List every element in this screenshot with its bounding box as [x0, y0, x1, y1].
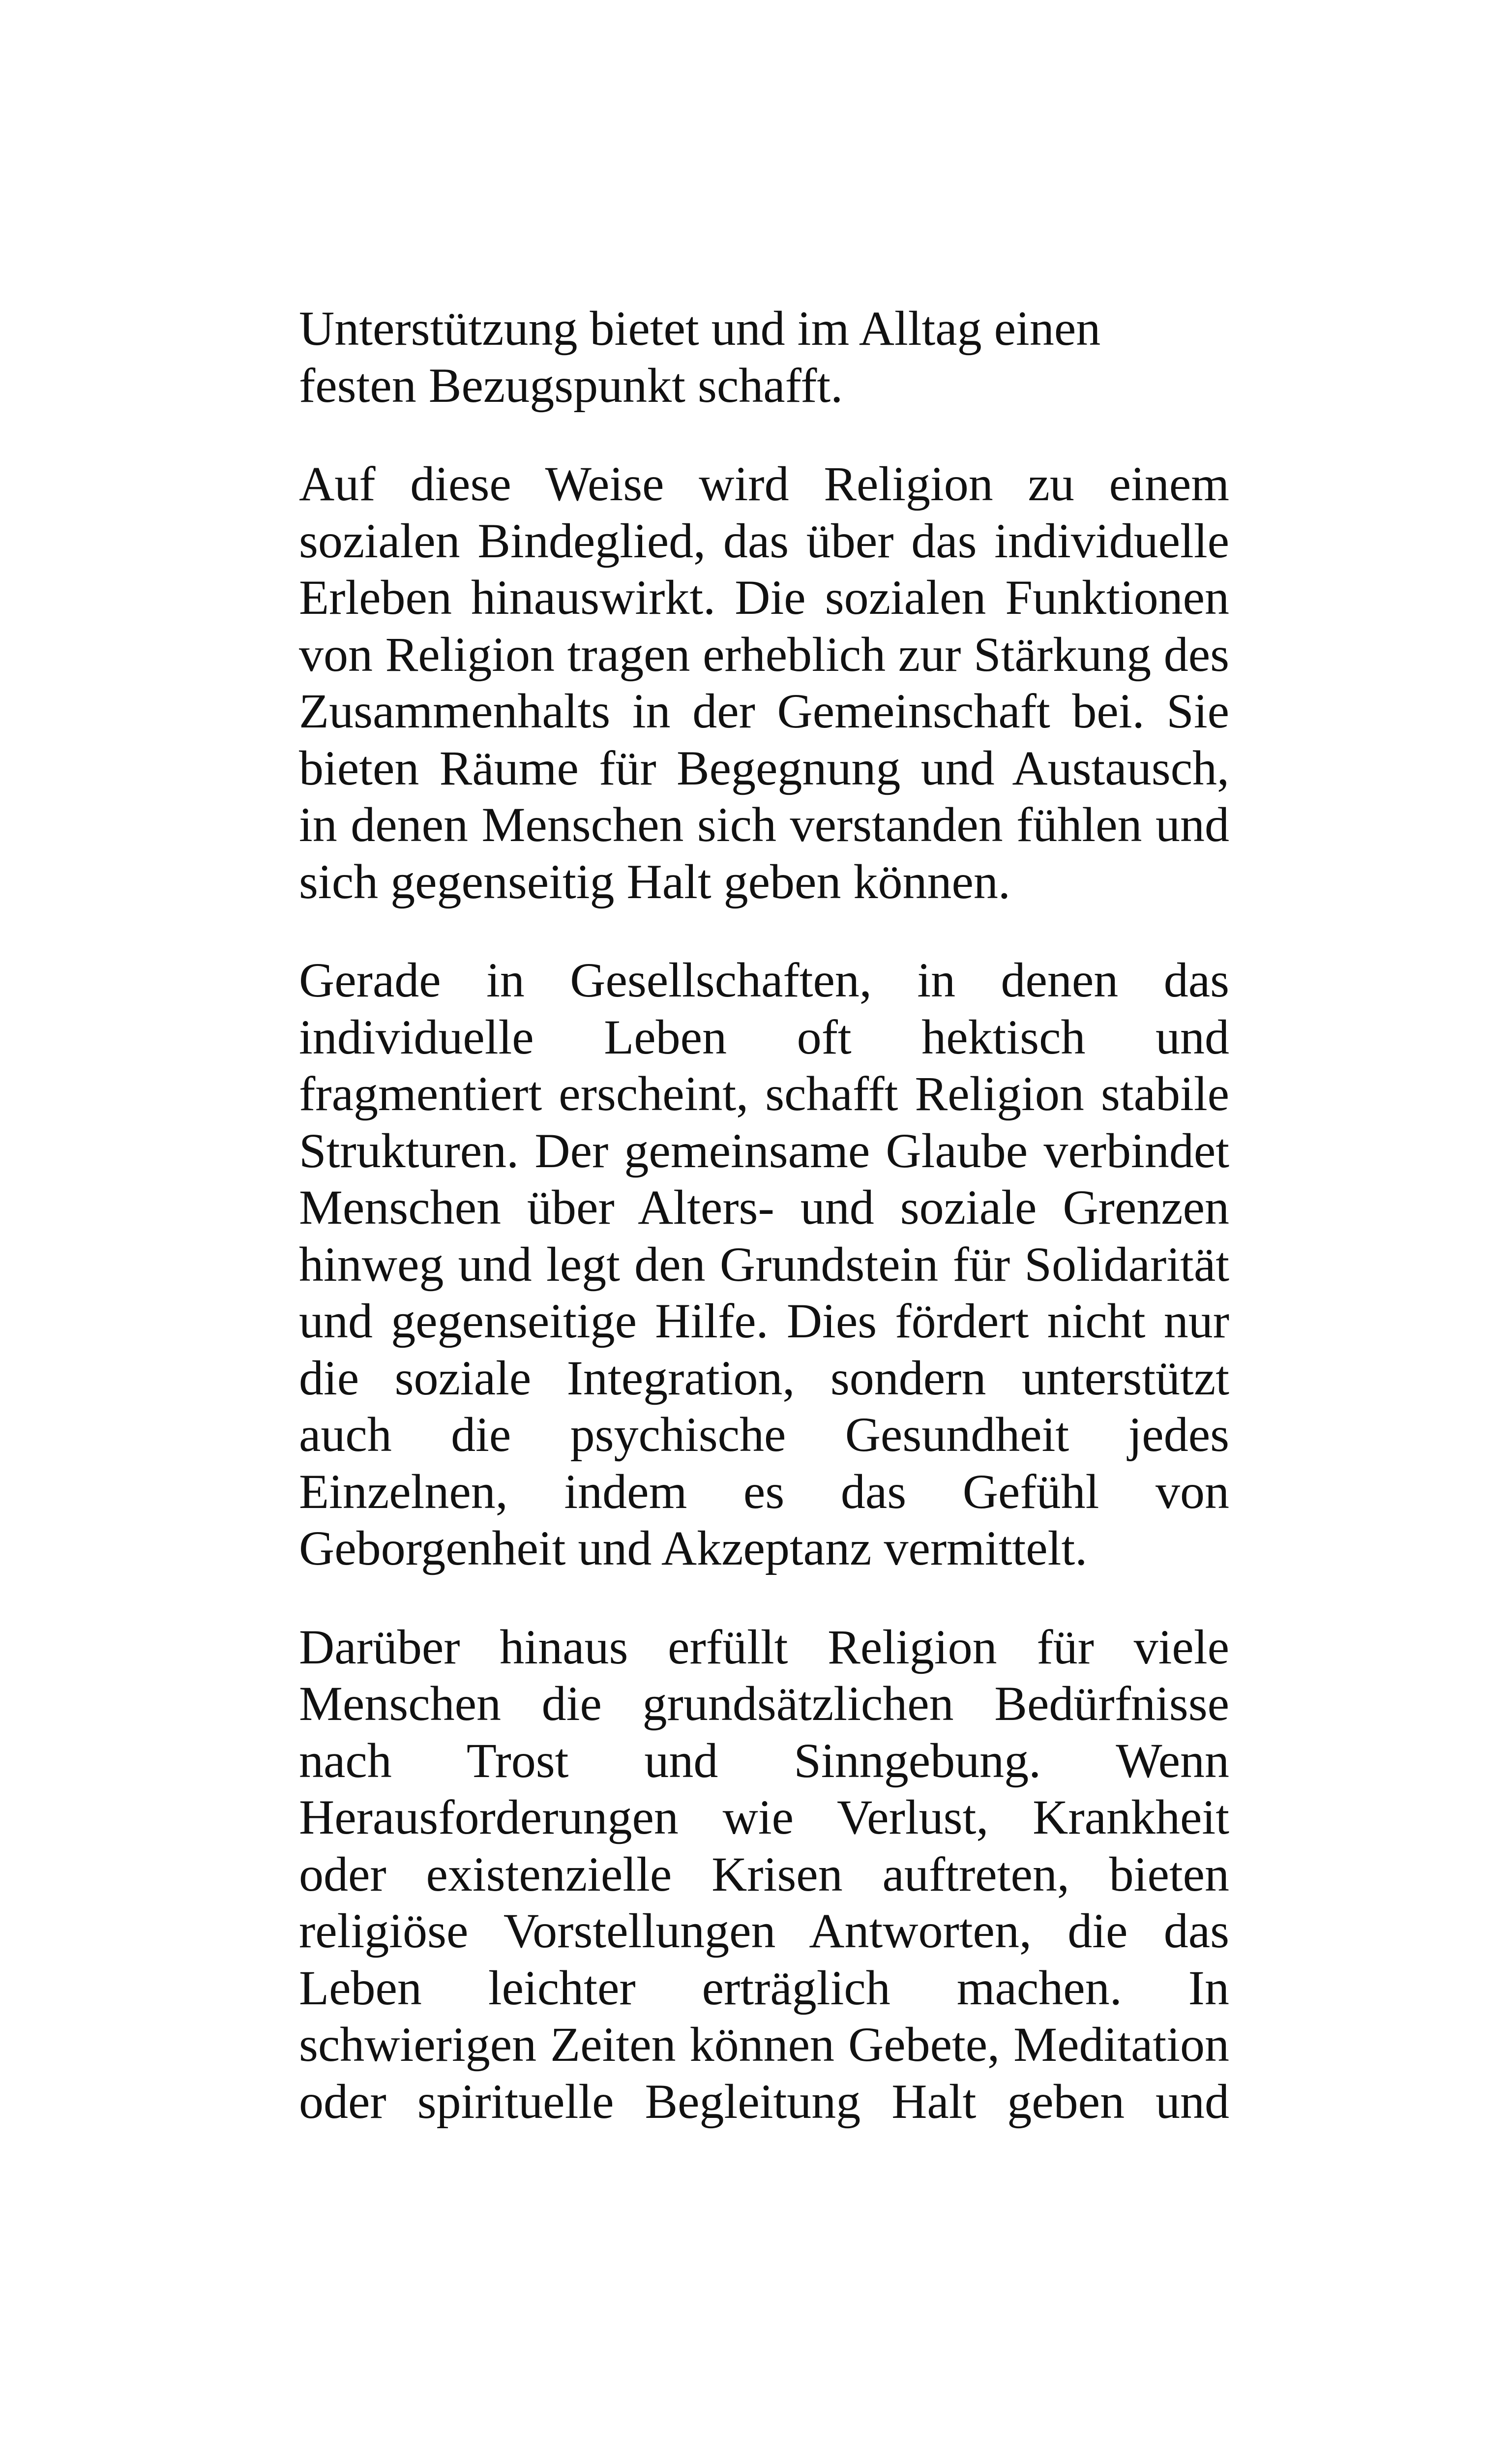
paragraph-2: Auf diese Weise wird Religion zu einem sozialen Bindeglied, das über das individuelle Erleben hinauswirkt. Die sozialen Funktionen von Religion tragen erheblich zur Stärkung des Zusammenhalts in der Gemeinschaft bei. Sie bieten Räume für Begegnung und Austausch, in denen Menschen sich verstanden fühlen und sich gegenseitig Halt geben können. [299, 456, 1229, 909]
paragraph-4: Darüber hinaus erfüllt Religion für viele Menschen die grundsätzlichen Bedürfnisse nach Trost und Sinngebung. Wenn Herausforderungen wie Verlust, Krankheit oder existenzielle Krisen auftreten, bieten religiöse Vorstellungen Antworten, die das Leben leichter erträglich machen. In schwierigen Zeiten können Gebete, Meditation oder spirituelle Begleitung Halt geben und [299, 1619, 1229, 2129]
paragraph-1: Unterstützung bietet und im Alltag einen festen Bezugspunkt schafft. [299, 301, 1101, 413]
paragraph-3: Gerade in Gesellschaften, in denen das individuelle Leben oft hektisch und fragmentiert erscheint, schafft Religion stabile Strukturen. Der gemeinsame Glaube verbindet Menschen über Alters- und soziale Grenzen hinweg und legt den Grundstein für Solidarität und gegenseitige Hilfe. Dies fördert nicht nur die soziale Integration, sondern unterstützt auch die psychische Gesundheit jedes Einzelnen, indem es das Gefühl von Geborgenheit und Akzeptanz vermittelt. [299, 953, 1229, 1575]
body-text [299, 300, 1229, 2130]
